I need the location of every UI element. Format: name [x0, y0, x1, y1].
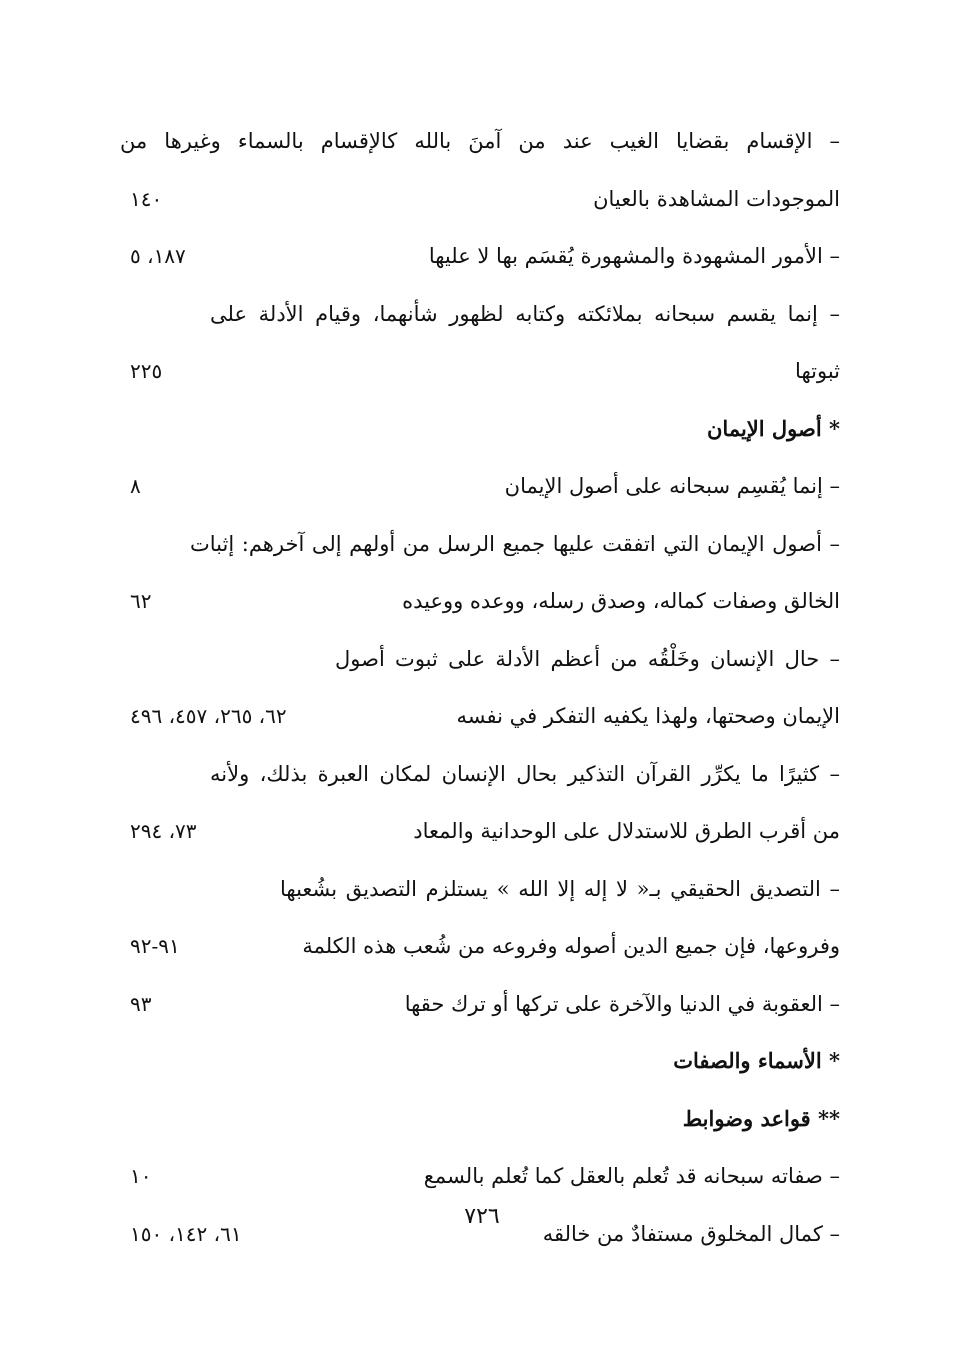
entry-text: – إنما يُقسِم سبحانه على أصول الإيمان [504, 474, 840, 498]
index-entry [120, 170, 840, 228]
heading-text: * الأسماء والصفات [673, 1048, 840, 1073]
subsection-heading [120, 1090, 840, 1148]
section-heading [120, 400, 840, 458]
entry-text: – كثيرًا ما يكرِّر القرآن التذكير بحال الإنسان لمكان العبرة بذلك، ولأنه [210, 761, 840, 786]
entry-text: – الإقسام بقضايا الغيب عند من آمنَ بالله كالإقسام بالسماء وغيرها من [120, 129, 840, 153]
entry-pages: ٦١، ١٤٢، ١٥٠ [130, 1221, 242, 1246]
entry-pages: ٨ [130, 474, 141, 498]
entry-text: – إنما يقسم سبحانه بملائكته وكتابه لظهور شأنهما، وقيام الأدلة على [210, 301, 840, 326]
page-number: ٧٢٦ [464, 1204, 500, 1229]
index-entry [120, 227, 840, 285]
index-entry [120, 515, 840, 573]
entry-pages: ١٠ [130, 1164, 152, 1188]
index-entry [120, 917, 840, 975]
entry-pages: ١٨٧، ٥ [130, 244, 186, 268]
entry-text: – العقوبة في الدنيا والآخرة على تركها أو ترك حقها [404, 991, 840, 1016]
index-entry [120, 112, 840, 170]
entry-text: الخالق وصفات كماله، وصدق رسله، ووعده ووعيده [402, 589, 840, 613]
entry-text: – كمال المخلوق مستفادٌ من خالقه [542, 1221, 840, 1246]
index-entry [120, 1147, 840, 1205]
index-entry [120, 687, 840, 745]
heading-text: ** قواعد وضوابط [682, 1105, 840, 1131]
entry-text: وفروعها، فإن جميع الدين أصوله وفروعه من شُعب هذه الكلمة [302, 934, 840, 958]
entry-pages: ٢٢٥ [130, 359, 163, 383]
index-entry [120, 1205, 840, 1263]
index-entry [120, 975, 840, 1033]
index-entry [120, 572, 840, 630]
entry-pages: ٩١-٩٢ [130, 934, 180, 958]
entry-pages: ٦٢، ٢٦٥، ٤٥٧، ٤٩٦ [130, 704, 287, 728]
entry-text: – الأمور المشهودة والمشهورة يُقسَم بها لا عليها [428, 244, 840, 268]
index-entry [120, 457, 840, 515]
entry-text: ثبوتها [795, 359, 840, 383]
entry-text: الموجودات المشاهدة بالعيان [593, 186, 840, 211]
entry-text: الإيمان وصحتها، ولهذا يكفيه التفكر في نفسه [456, 704, 840, 728]
entry-text: – أصول الإيمان التي اتفقت عليها جميع الرسل من أولهم إلى آخرهم: إثبات [190, 531, 840, 556]
heading-text: * أصول الإيمان [707, 415, 840, 441]
section-heading [120, 1032, 840, 1090]
index-entry [120, 630, 840, 688]
entry-text: – التصديق الحقيقي بـ« لا إله إلا الله » يستلزم التصديق بشُعبها [280, 876, 841, 901]
index-entry [120, 342, 840, 400]
index-entry [120, 802, 840, 860]
entry-text: – صفاته سبحانه قد تُعلم بالعقل كما تُعلم بالسمع [423, 1164, 840, 1188]
entry-pages: ٧٣، ٢٩٤ [130, 819, 197, 843]
entry-pages: ٦٢ [130, 589, 152, 613]
index-entry [120, 745, 840, 803]
entry-pages: ٩٣ [130, 991, 152, 1016]
entry-text: من أقرب الطرق للاستدلال على الوحدانية والمعاد [413, 819, 840, 843]
index-entry [120, 285, 840, 343]
entry-pages: ١٤٠ [130, 186, 163, 211]
index-entry [120, 860, 840, 918]
entry-text: – حال الإنسان وخَلْقُه من أعظم الأدلة على ثبوت أصول [335, 646, 840, 671]
